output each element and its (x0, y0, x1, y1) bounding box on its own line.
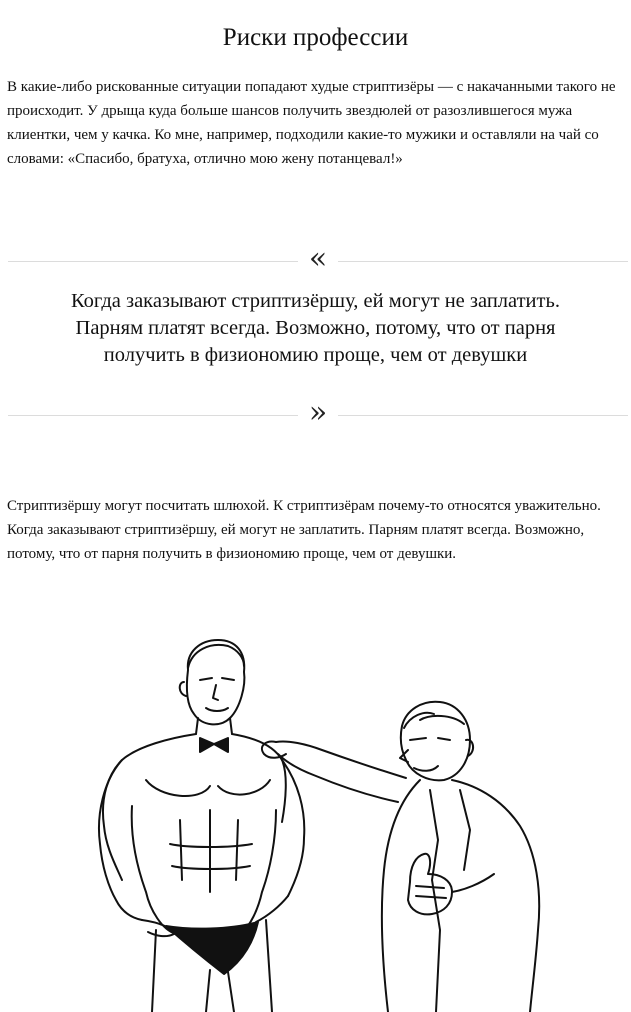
open-quote-mark: « (308, 241, 328, 276)
thumbs-up-hand (408, 854, 452, 915)
article-title: Риски профессии (222, 24, 409, 51)
divider-left-bottom (8, 415, 298, 416)
pull-quote-line: Парням платят всегда. Возможно, потому, что от парня (75, 317, 556, 339)
man-jacket (382, 780, 420, 1012)
paragraph-risks: В какие-либо рискованные ситуации попадают худые стриптизёры — с накачанными такого не происходит. У дрыща куда больше шансов получить звездюлей от разозлившегося мужа клиентки, чем у качка. Ко мне, например, подходили какие-то мужики и оставляли на чай со словами: «Спасибо, братуха, отлично мою жену потанцевал!» (7, 79, 616, 167)
bow-tie (200, 738, 228, 752)
illustration (60, 630, 590, 1012)
underwear (166, 922, 258, 974)
divider-right-top (338, 261, 628, 262)
pull-quote (20, 288, 611, 369)
pull-quote-line: получить в физиономию проще, чем от девушки (103, 344, 528, 366)
pull-quote-line: Когда заказывают стриптизёршу, ей могут не заплатить. (71, 290, 560, 312)
paragraph-respect: Стриптизёршу могут посчитать шлюхой. К стриптизёрам почему-то относятся уважительно. Когда заказывают стриптизёршу, ей могут не заплатить. Парням платят всегда. Возможно, потому, что от парня получить в физиономию проще, чем от девушки. (7, 498, 601, 562)
close-quote-mark: » (308, 395, 328, 430)
divider-right-bottom (338, 415, 628, 416)
divider-left-top (8, 261, 298, 262)
man-arm (276, 741, 406, 778)
